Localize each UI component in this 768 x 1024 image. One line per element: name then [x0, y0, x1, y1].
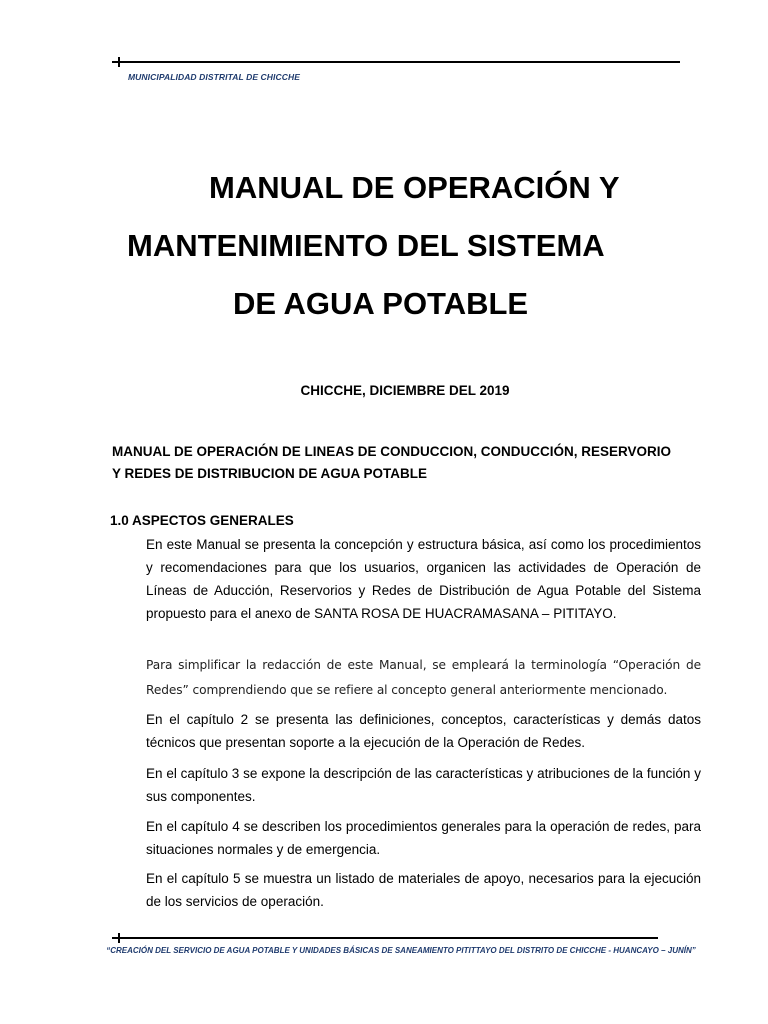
paragraph-2: Para simplificar la redacción de este Manual, se empleará la terminología “Operación de Redes” comprendiendo que se refiere al concepto general anteriormente mencionado. — [146, 658, 701, 697]
footer-text: “CREACIÓN DEL SERVICIO DE AGUA POTABLE Y UNIDADES BÁSICAS DE SANEAMIENTO PITITTAYO DEL DISTRITO DE CHICCHE - HUANCAYO – JUNÍN” — [106, 946, 696, 955]
footer-rule-tick — [118, 933, 120, 943]
subtitle-line-1: MANUAL DE OPERACIÓN DE LINEAS DE CONDUCCION, CONDUCCIÓN, RESERVORIO — [112, 444, 672, 459]
footer-rule — [112, 937, 658, 939]
paragraph-6: En el capítulo 5 se muestra un listado de materiales de apoyo, necesarios para la ejecución de los servicios de operación. — [146, 871, 701, 909]
header-text: MUNICIPALIDAD DISTRITAL DE CHICCHE — [128, 72, 300, 82]
header-rule — [112, 61, 680, 63]
subtitle-line-2: Y REDES DE DISTRIBUCION DE AGUA POTABLE — [112, 466, 428, 481]
title-line-2: MANTENIMIENTO DEL SISTEMA — [127, 228, 605, 263]
paragraph-4: En el capítulo 3 se expone la descripción de las características y atribuciones de la función y sus componentes. — [146, 766, 701, 804]
title-line-1: MANUAL DE OPERACIÓN Y — [209, 170, 620, 205]
paragraph-3: En el capítulo 2 se presenta las definiciones, conceptos, características y demás datos técnicos que presentan soporte a la ejecución de la Operación de Redes. — [146, 712, 701, 750]
title-line-3: DE AGUA POTABLE — [233, 286, 529, 321]
header-rule-tick — [118, 57, 120, 67]
paragraph-1: En este Manual se presenta la concepción y estructura básica, así como los procedimientos y recomendaciones para que los usuarios, organicen las actividades de Operación de Líneas de Aducción, Reservorios y Redes de Distribución de Agua Potable del Sistema propuesto para el anexo de SANTA ROSA DE HUACRAMASANA – PITITAYO. — [146, 537, 701, 621]
section-heading: 1.0 ASPECTOS GENERALES — [110, 513, 294, 528]
paragraph-5: En el capítulo 4 se describen los procedimientos generales para la operación de redes, para situaciones normales y de emergencia. — [146, 819, 701, 857]
document-date: CHICCHE, DICIEMBRE DEL 2019 — [300, 383, 510, 398]
